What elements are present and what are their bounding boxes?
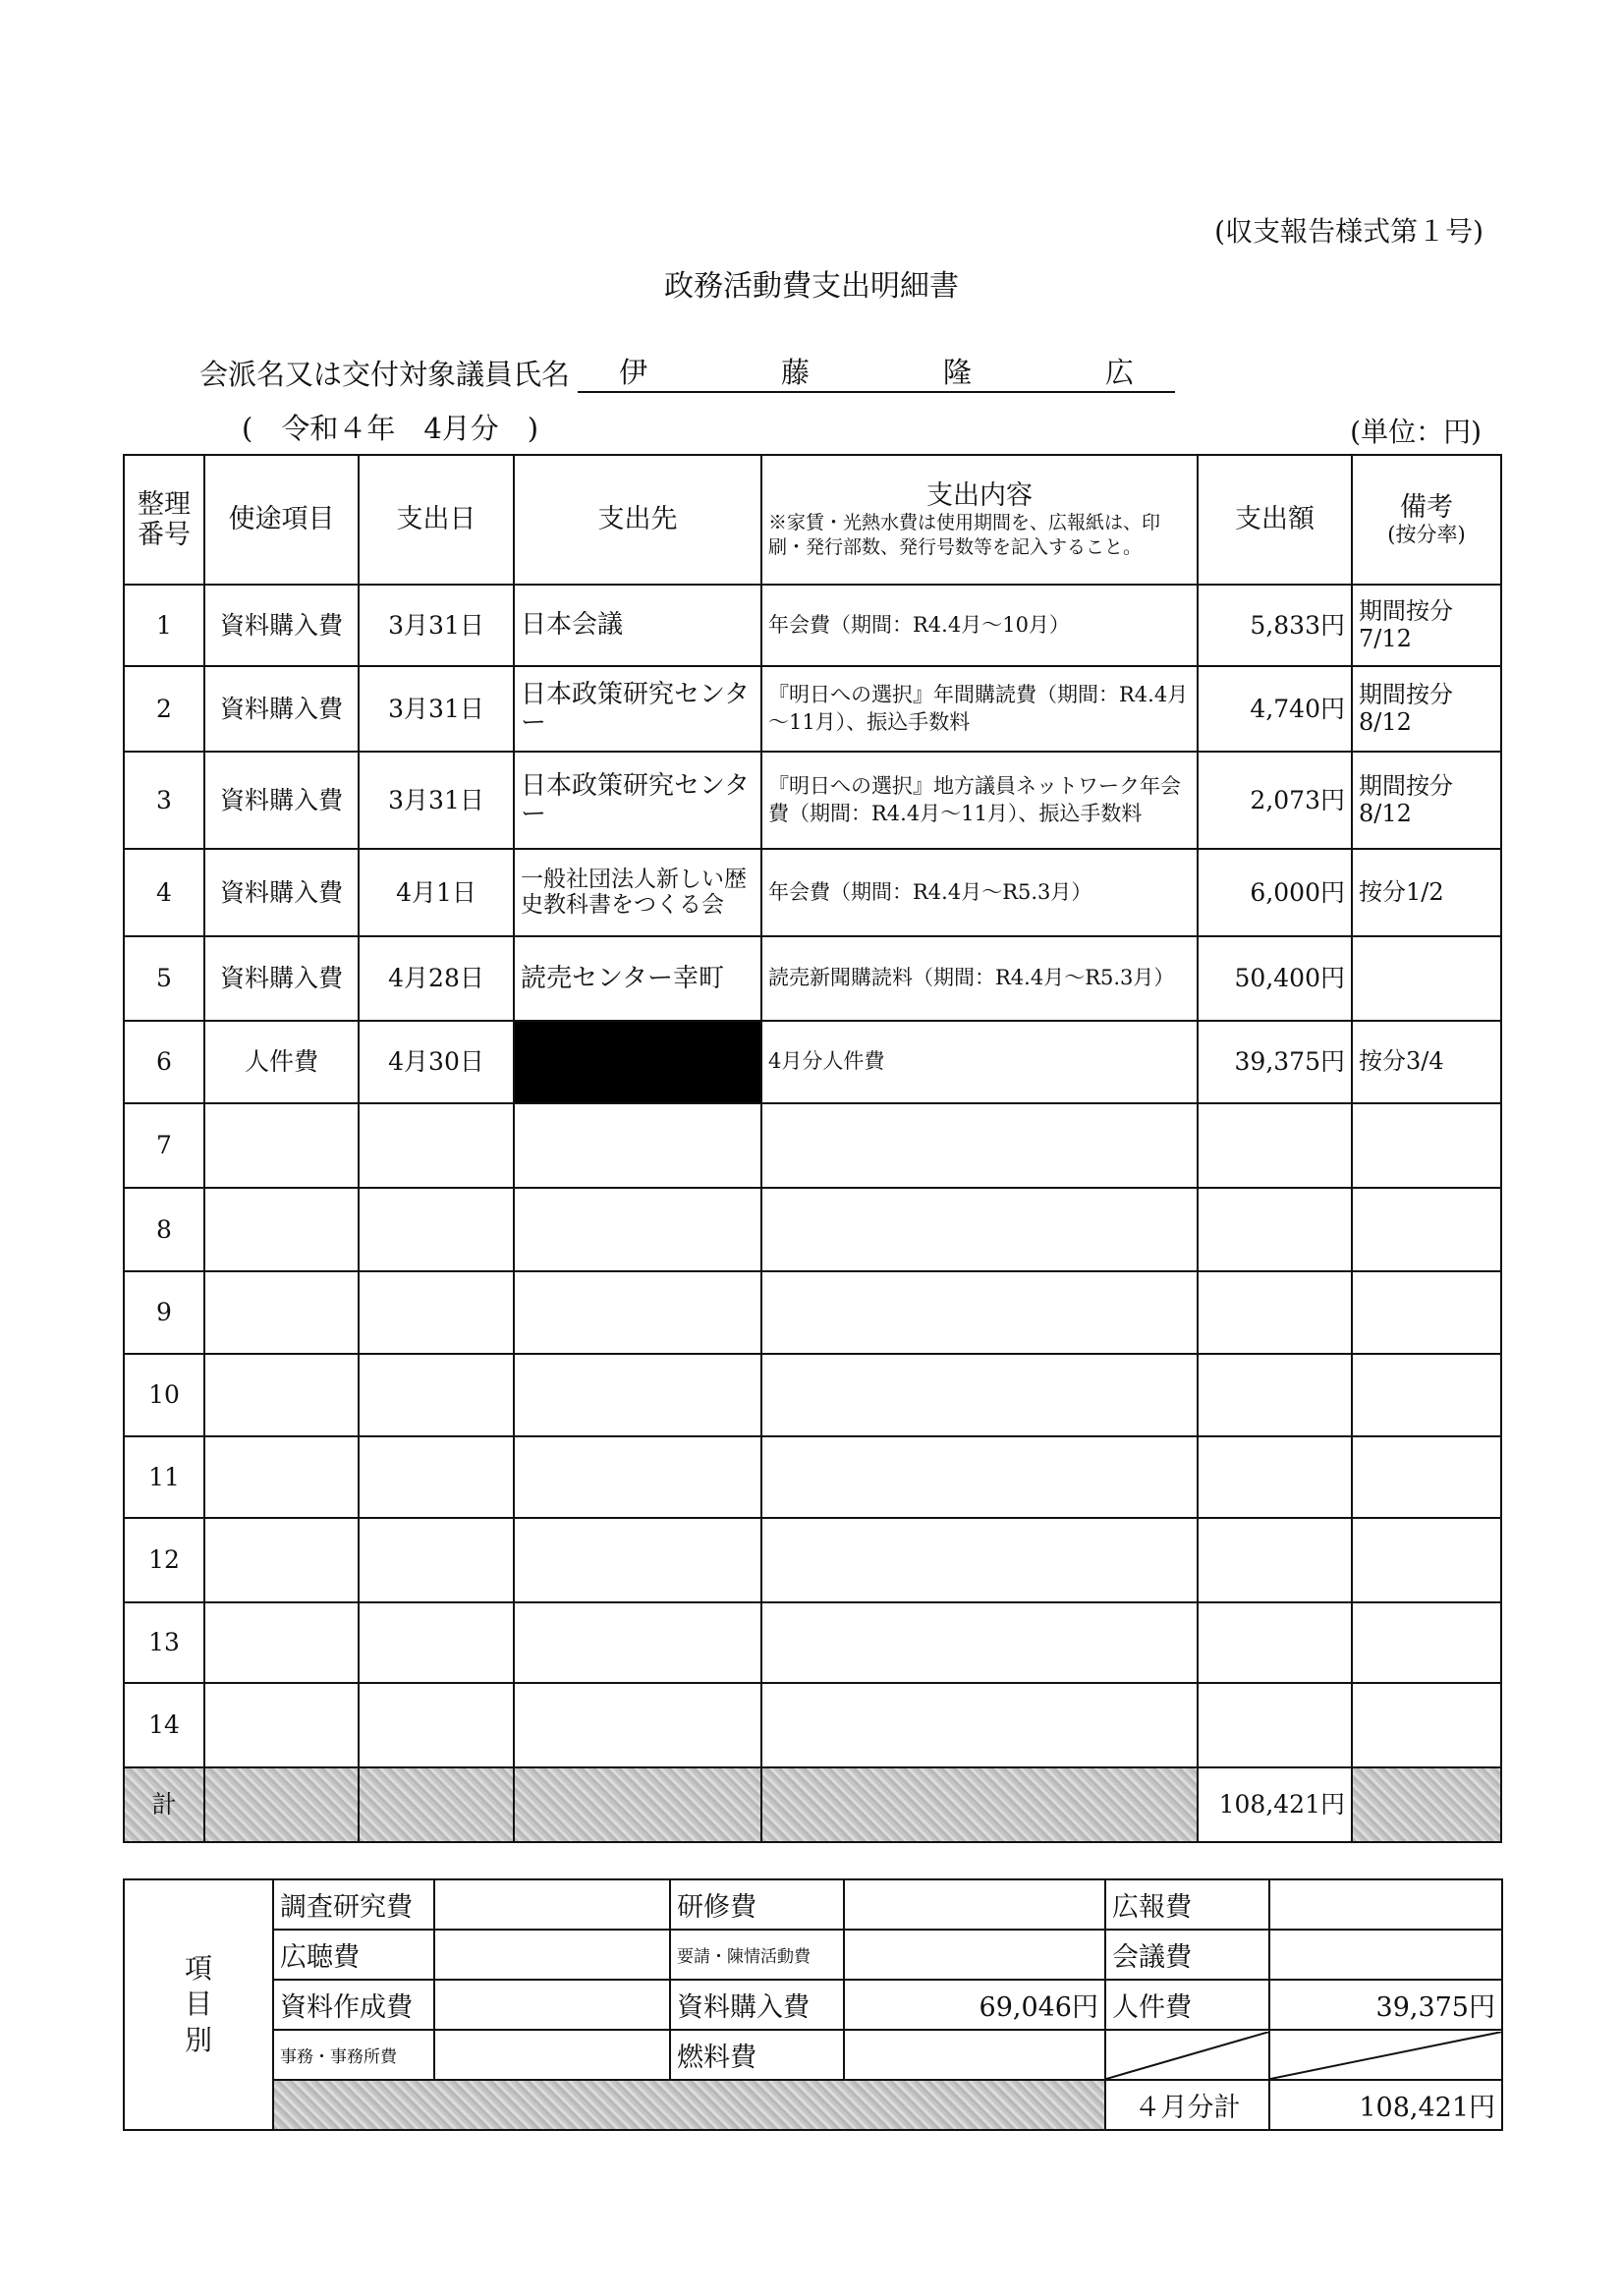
row-payee bbox=[514, 1188, 761, 1271]
row-remarks bbox=[1352, 1518, 1501, 1602]
member-name-row bbox=[199, 351, 1175, 393]
row-payee: 日本会議 bbox=[514, 585, 761, 666]
header-remarks-label: 備考 bbox=[1400, 492, 1453, 524]
row-no: 7 bbox=[124, 1103, 204, 1188]
diagonal-cell bbox=[1105, 2030, 1269, 2080]
table-row bbox=[124, 1103, 1501, 1188]
row-remarks bbox=[1352, 936, 1501, 1021]
row-date bbox=[359, 1188, 514, 1271]
summary-label: 燃料費 bbox=[670, 2030, 844, 2080]
header-content-note: ※家賃・光熱水費は使用期間を、広報紙は、印刷・発行部数、発行号数等を記入すること。 bbox=[768, 511, 1161, 558]
row-no: 9 bbox=[124, 1271, 204, 1354]
row-date: 4月28日 bbox=[359, 936, 514, 1021]
row-content bbox=[761, 1602, 1198, 1683]
row-content bbox=[761, 1103, 1198, 1188]
row-remarks: 期間按分7/12 bbox=[1352, 585, 1501, 666]
row-content: 年会費（期間：R4.4月～R5.3月） bbox=[761, 849, 1198, 936]
shaded-cell bbox=[1352, 1767, 1501, 1842]
row-no: 5 bbox=[124, 936, 204, 1021]
summary-value bbox=[844, 1879, 1105, 1930]
row-no: 4 bbox=[124, 849, 204, 936]
summary-row bbox=[124, 2030, 1502, 2080]
row-category bbox=[204, 1354, 359, 1436]
form-number: (収支報告様式第１号) bbox=[1214, 215, 1483, 248]
row-amount: 39,375円 bbox=[1198, 1021, 1352, 1103]
table-header-row bbox=[124, 455, 1501, 585]
row-date bbox=[359, 1683, 514, 1767]
monthly-total-label: ４月分計 bbox=[1105, 2080, 1269, 2130]
table-row bbox=[124, 1188, 1501, 1271]
row-payee: 日本政策研究センター bbox=[514, 666, 761, 752]
row-amount: 5,833円 bbox=[1198, 585, 1352, 666]
row-date: 3月31日 bbox=[359, 752, 514, 849]
summary-value bbox=[844, 1930, 1105, 1980]
row-content bbox=[761, 1436, 1198, 1518]
row-content: 『明日への選択』年間購読費（期間：R4.4月～11月）、振込手数料 bbox=[761, 666, 1198, 752]
redacted-payee bbox=[514, 1021, 761, 1103]
summary-value bbox=[434, 1980, 670, 2030]
shaded-cell bbox=[359, 1767, 514, 1842]
row-payee: 日本政策研究センター bbox=[514, 752, 761, 849]
summary-value: 69,046円 bbox=[844, 1980, 1105, 2030]
row-payee bbox=[514, 1683, 761, 1767]
table-row bbox=[124, 666, 1501, 752]
row-payee bbox=[514, 1271, 761, 1354]
row-amount bbox=[1198, 1518, 1352, 1602]
row-content: 『明日への選択』地方議員ネットワーク年会費（期間：R4.4月～11月）、振込手数料 bbox=[761, 752, 1198, 849]
row-date: 4月30日 bbox=[359, 1021, 514, 1103]
summary-row bbox=[124, 1879, 1502, 1930]
header-remarks bbox=[1352, 455, 1501, 585]
row-remarks bbox=[1352, 1103, 1501, 1188]
table-row bbox=[124, 936, 1501, 1021]
summary-row bbox=[124, 1980, 1502, 2030]
summary-label: 広聴費 bbox=[273, 1930, 434, 1980]
row-no: 11 bbox=[124, 1436, 204, 1518]
header-no: 整理 番号 bbox=[124, 455, 204, 585]
summary-label: 調査研究費 bbox=[273, 1879, 434, 1930]
shaded-cell bbox=[204, 1767, 359, 1842]
row-category bbox=[204, 1103, 359, 1188]
summary-label: 資料購入費 bbox=[670, 1980, 844, 2030]
header-date: 支出日 bbox=[359, 455, 514, 585]
summary-value bbox=[434, 2030, 670, 2080]
total-label: 計 bbox=[124, 1767, 204, 1842]
row-category: 資料購入費 bbox=[204, 936, 359, 1021]
row-date: 3月31日 bbox=[359, 585, 514, 666]
row-remarks bbox=[1352, 1683, 1501, 1767]
row-content: 4月分人件費 bbox=[761, 1021, 1198, 1103]
row-amount bbox=[1198, 1271, 1352, 1354]
row-amount: 50,400円 bbox=[1198, 936, 1352, 1021]
row-category bbox=[204, 1683, 359, 1767]
summary-label: 事務・事務所費 bbox=[273, 2030, 434, 2080]
row-date bbox=[359, 1354, 514, 1436]
table-row bbox=[124, 1518, 1501, 1602]
row-amount bbox=[1198, 1602, 1352, 1683]
row-payee bbox=[514, 1436, 761, 1518]
row-remarks: 按分3/4 bbox=[1352, 1021, 1501, 1103]
row-no: 12 bbox=[124, 1518, 204, 1602]
row-no: 6 bbox=[124, 1021, 204, 1103]
row-category: 資料購入費 bbox=[204, 752, 359, 849]
row-amount: 4,740円 bbox=[1198, 666, 1352, 752]
header-content-label: 支出内容 bbox=[926, 479, 1033, 511]
row-no: 3 bbox=[124, 752, 204, 849]
table-row bbox=[124, 1021, 1501, 1103]
row-amount bbox=[1198, 1354, 1352, 1436]
row-amount bbox=[1198, 1436, 1352, 1518]
summary-value bbox=[1269, 1930, 1502, 1980]
row-category: 人件費 bbox=[204, 1021, 359, 1103]
summary-label: 広報費 bbox=[1105, 1879, 1269, 1930]
expense-table bbox=[123, 454, 1502, 1843]
row-no: 10 bbox=[124, 1354, 204, 1436]
summary-label: 資料作成費 bbox=[273, 1980, 434, 2030]
row-category: 資料購入費 bbox=[204, 849, 359, 936]
row-date bbox=[359, 1518, 514, 1602]
row-content bbox=[761, 1518, 1198, 1602]
row-remarks: 按分1/2 bbox=[1352, 849, 1501, 936]
row-payee: 読売センター幸町 bbox=[514, 936, 761, 1021]
summary-row bbox=[124, 1930, 1502, 1980]
row-category: 資料購入費 bbox=[204, 585, 359, 666]
document-title: 政務活動費支出明細書 bbox=[664, 269, 959, 304]
row-payee bbox=[514, 1602, 761, 1683]
header-payee: 支出先 bbox=[514, 455, 761, 585]
summary-value bbox=[434, 1879, 670, 1930]
row-category: 資料購入費 bbox=[204, 666, 359, 752]
row-remarks bbox=[1352, 1188, 1501, 1271]
row-content bbox=[761, 1354, 1198, 1436]
diagonal-cell bbox=[1269, 2030, 1502, 2080]
row-date bbox=[359, 1602, 514, 1683]
member-name-char: 広 bbox=[1104, 356, 1134, 389]
row-no: 2 bbox=[124, 666, 204, 752]
row-payee bbox=[514, 1103, 761, 1188]
table-row bbox=[124, 1683, 1501, 1767]
table-row bbox=[124, 1602, 1501, 1683]
row-remarks bbox=[1352, 1271, 1501, 1354]
header-category: 使途項目 bbox=[204, 455, 359, 585]
reporting-period: ( 令和４年 4月分 ) bbox=[242, 412, 539, 445]
member-name-char: 伊 bbox=[619, 356, 648, 389]
category-summary-table bbox=[123, 1878, 1503, 2131]
row-category bbox=[204, 1436, 359, 1518]
shaded-cell bbox=[761, 1767, 1198, 1842]
row-category bbox=[204, 1518, 359, 1602]
summary-value bbox=[844, 2030, 1105, 2080]
row-payee bbox=[514, 1354, 761, 1436]
header-amount: 支出額 bbox=[1198, 455, 1352, 585]
row-remarks bbox=[1352, 1602, 1501, 1683]
row-date bbox=[359, 1436, 514, 1518]
row-no: 13 bbox=[124, 1602, 204, 1683]
member-name bbox=[578, 351, 1175, 393]
unit-label: (単位：円) bbox=[1350, 416, 1482, 448]
total-row bbox=[124, 1767, 1501, 1842]
shaded-cell bbox=[273, 2080, 1105, 2130]
member-name-char: 藤 bbox=[781, 356, 811, 389]
row-remarks: 期間按分8/12 bbox=[1352, 752, 1501, 849]
summary-value bbox=[1269, 1879, 1502, 1930]
summary-section-label: 項 目 別 bbox=[124, 1879, 273, 2130]
table-row bbox=[124, 752, 1501, 849]
row-date bbox=[359, 1271, 514, 1354]
row-date: 4月1日 bbox=[359, 849, 514, 936]
table-row bbox=[124, 1436, 1501, 1518]
table-row bbox=[124, 1271, 1501, 1354]
row-payee bbox=[514, 1518, 761, 1602]
header-content bbox=[761, 455, 1198, 585]
row-remarks: 期間按分8/12 bbox=[1352, 666, 1501, 752]
row-no: 14 bbox=[124, 1683, 204, 1767]
row-no: 1 bbox=[124, 585, 204, 666]
summary-label: 人件費 bbox=[1105, 1980, 1269, 2030]
header-remarks-sub: (按分率) bbox=[1387, 523, 1466, 547]
summary-label: 要請・陳情活動費 bbox=[670, 1930, 844, 1980]
row-content bbox=[761, 1271, 1198, 1354]
row-category bbox=[204, 1271, 359, 1354]
row-category bbox=[204, 1602, 359, 1683]
row-amount bbox=[1198, 1103, 1352, 1188]
row-amount: 2,073円 bbox=[1198, 752, 1352, 849]
summary-row bbox=[124, 2080, 1502, 2130]
row-amount bbox=[1198, 1683, 1352, 1767]
row-no: 8 bbox=[124, 1188, 204, 1271]
row-date: 3月31日 bbox=[359, 666, 514, 752]
row-amount: 6,000円 bbox=[1198, 849, 1352, 936]
table-row bbox=[124, 585, 1501, 666]
row-content bbox=[761, 1188, 1198, 1271]
row-amount bbox=[1198, 1188, 1352, 1271]
row-content: 年会費（期間：R4.4月～10月） bbox=[761, 585, 1198, 666]
monthly-total-value: 108,421円 bbox=[1269, 2080, 1502, 2130]
table-row bbox=[124, 1354, 1501, 1436]
faction-label: 会派名又は交付対象議員氏名 bbox=[199, 358, 571, 391]
summary-value: 39,375円 bbox=[1269, 1980, 1502, 2030]
total-amount: 108,421円 bbox=[1198, 1767, 1352, 1842]
row-content bbox=[761, 1683, 1198, 1767]
row-remarks bbox=[1352, 1354, 1501, 1436]
row-remarks bbox=[1352, 1436, 1501, 1518]
shaded-cell bbox=[514, 1767, 761, 1842]
summary-label: 研修費 bbox=[670, 1879, 844, 1930]
row-content: 読売新聞購読料（期間：R4.4月～R5.3月） bbox=[761, 936, 1198, 1021]
row-date bbox=[359, 1103, 514, 1188]
summary-label: 会議費 bbox=[1105, 1930, 1269, 1980]
row-category bbox=[204, 1188, 359, 1271]
summary-value bbox=[434, 1930, 670, 1980]
member-name-char: 隆 bbox=[942, 356, 972, 389]
table-row bbox=[124, 849, 1501, 936]
row-payee: 一般社団法人新しい歴史教科書をつくる会 bbox=[514, 849, 761, 936]
